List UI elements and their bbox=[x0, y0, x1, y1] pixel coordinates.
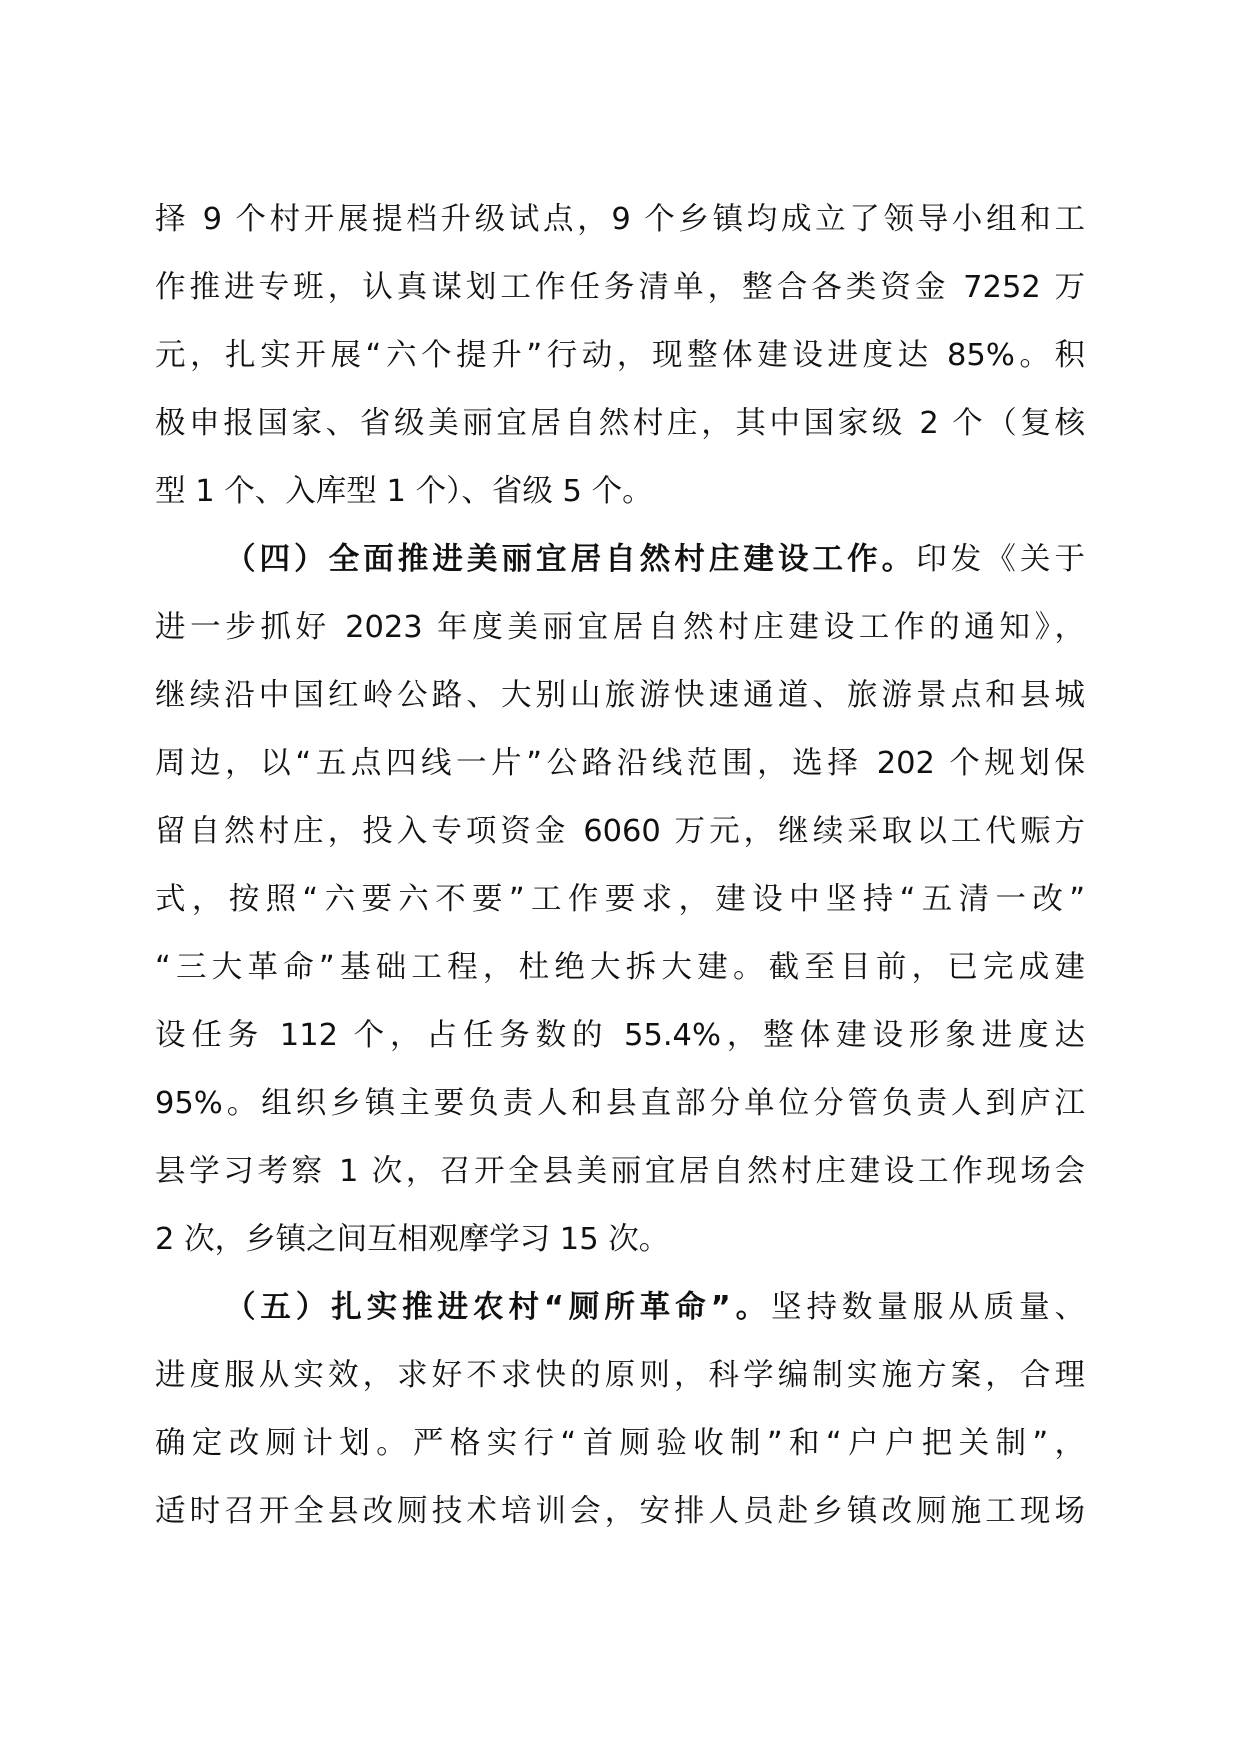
section-heading: （四）全面推进美丽宜居自然村庄建设工作。 bbox=[225, 542, 917, 577]
paragraph-1 bbox=[155, 186, 1085, 526]
text-line: 式，按照“六要六不要”工作要求，建设中坚持“五清一改” bbox=[155, 882, 1085, 917]
text-line: 元，扎实开展“六个提升”行动，现整体建设进度达 85%。积 bbox=[155, 338, 1085, 373]
text-line: 进一步抓好 2023 年度美丽宜居自然村庄建设工作的通知》， bbox=[155, 610, 1085, 645]
text-line: 留自然村庄，投入专项资金 6060 万元，继续采取以工代赈方 bbox=[155, 814, 1085, 849]
document-body bbox=[155, 186, 1085, 1546]
section-heading: （五）扎实推进农村“厕所革命”。 bbox=[225, 1290, 772, 1325]
text-line: 择 9 个村开展提档升级试点，9 个乡镇均成立了领导小组和工 bbox=[155, 202, 1085, 237]
paragraph-3 bbox=[155, 1274, 1085, 1546]
text-line: 设任务 112 个，占任务数的 55.4%，整体建设形象进度达 bbox=[155, 1018, 1085, 1053]
paragraph-2 bbox=[155, 526, 1085, 1274]
text-line: 县学习考察 1 次，召开全县美丽宜居自然村庄建设工作现场会 bbox=[155, 1154, 1085, 1189]
text-line: 95%。组织乡镇主要负责人和县直部分单位分管负责人到庐江 bbox=[155, 1086, 1085, 1121]
paragraph-first-line bbox=[155, 526, 1085, 594]
text-line: 极申报国家、省级美丽宜居自然村庄，其中国家级 2 个（复核 bbox=[155, 406, 1085, 441]
text-line: “三大革命”基础工程，杜绝大拆大建。截至目前，已完成建 bbox=[155, 950, 1085, 985]
text-line: 2 次，乡镇之间互相观摩学习 15 次。 bbox=[155, 1222, 670, 1257]
paragraph-first-line bbox=[155, 1274, 1085, 1342]
text-line: 型 1 个、入库型 1 个）、省级 5 个。 bbox=[155, 474, 653, 509]
text-line: 继续沿中国红岭公路、大别山旅游快速通道、旅游景点和县城 bbox=[155, 678, 1085, 713]
text-line: 确定改厕计划。严格实行“首厕验收制”和“户户把关制”， bbox=[155, 1426, 1085, 1461]
text-line: 适时召开全县改厕技术培训会，安排人员赴乡镇改厕施工现场 bbox=[155, 1494, 1085, 1529]
text-line: 作推进专班，认真谋划工作任务清单，整合各类资金 7252 万 bbox=[155, 270, 1085, 305]
text-line: 进度服从实效，求好不求快的原则，科学编制实施方案，合理 bbox=[155, 1358, 1085, 1393]
text-line: 周边，以“五点四线一片”公路沿线范围，选择 202 个规划保 bbox=[155, 746, 1085, 781]
heading-continuation: 印发《关于 bbox=[916, 542, 1085, 577]
heading-continuation: 坚持数量服从质量、 bbox=[771, 1290, 1085, 1325]
